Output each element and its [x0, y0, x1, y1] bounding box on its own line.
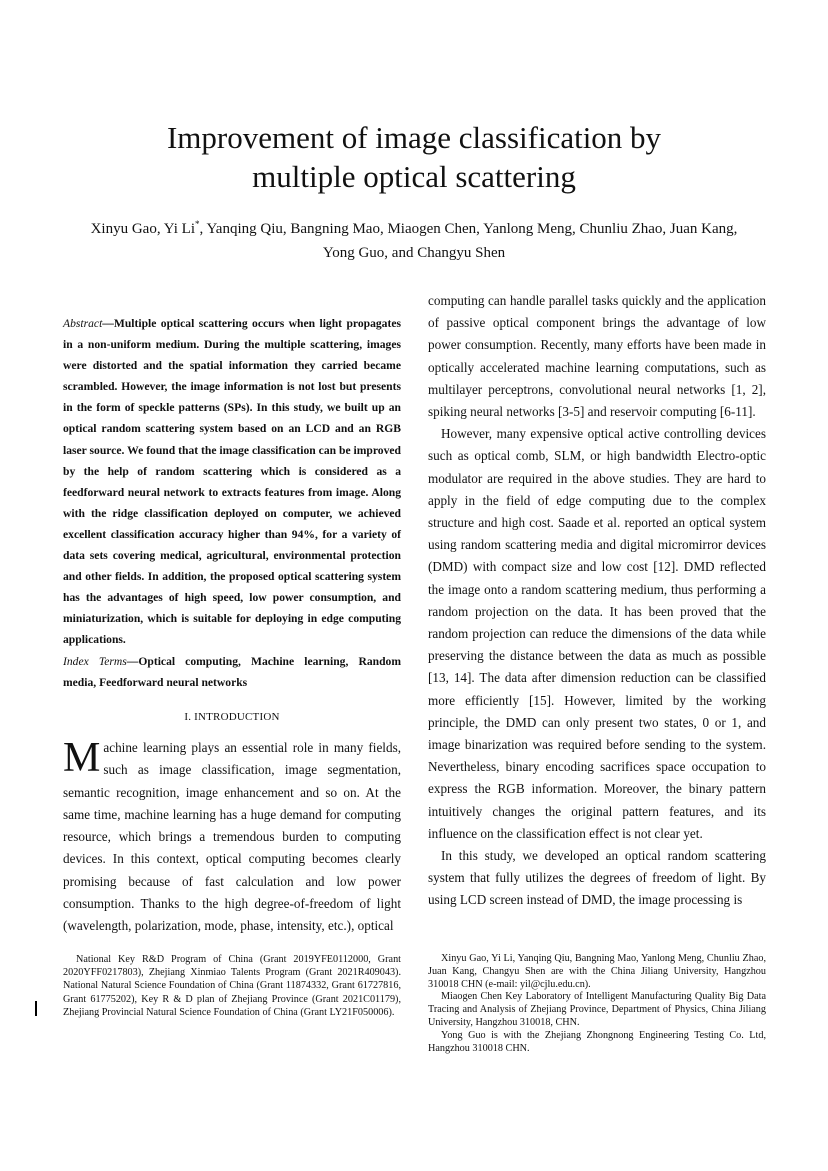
- title-line-1: Improvement of image classification by: [166, 120, 662, 155]
- index-terms-label: Index Terms: [63, 655, 127, 668]
- title-line-2: multiple optical scattering: [252, 159, 576, 194]
- paper-title: [60, 118, 768, 196]
- abstract: [63, 313, 401, 651]
- authors-rest: , Yanqing Qiu, Bangning Mao, Miaogen Chen, Yanlong Meng, Chunliu Zhao, Juan Kang, Yong Guo, and Changyu Shen: [199, 221, 738, 261]
- affiliation-footnotes: [428, 953, 766, 1055]
- body-paragraph-3: In this study, we developed an optical random scattering system that fully utilizes the degrees of freedom of light. By using LCD screen instead of DMD, the image processing is: [428, 848, 766, 908]
- body-paragraph-1: computing can handle parallel tasks quickly and the application of passive optical component brings the advantage of low power consumption. Recently, many efforts have been made in optically accelerated machine learning computations, such as multilayer perceptrons, convolutional neural networks [1, 2], spiking neural networks [3-5] and reservoir computing [6-11].: [428, 293, 766, 420]
- authors-first: Xinyu Gao, Yi Li: [90, 221, 196, 237]
- right-column-body: [428, 290, 766, 912]
- funding-footnote: National Key R&D Program of China (Grant 2019YFE0112000, Grant 2020YFF0217803), Zhejiang Xinmiao Talents Program (Grant 2021R409043). National Natural Science Foundation of China (Grant 11874332, Grant 61727816, Grant 61775202), Key R & D plan of Zhejiang Province (Grant 2021C01179), Zhejiang Provincial Natural Science Foundation of China (Grant LY21F050006).: [63, 954, 401, 1018]
- index-terms: [63, 651, 401, 693]
- corresponding-author-mark: *: [195, 219, 200, 229]
- abstract-label: Abstract: [63, 317, 103, 330]
- abstract-text: —Multiple optical scattering occurs when light propagates in a non-uniform medium. During the multiple scattering, images were distorted and the spatial information they carried became scrambled. However, the image information is not lost but presents in the form of speckle patterns (SPs). In this study, we built up an optical random scattering system based on an LCD and an RGB laser source. We found that the image classification can be improved by the help of random scattering which is considered as a feedforward neural network to extracts features from image. Along with the ridge classification deployed on computer, we achieved excellent classification accuracy higher than 94%, for a variety of data sets covering medical, agricultural, environmental protection and other fields. In addition, the proposed optical scattering system has the advantages of high speed, low power consumption, and miniaturization, which is suitable for deploying in edge computing applications.: [63, 317, 401, 647]
- introduction-text: achine learning plays an essential role in many fields, such as image classification, image segmentation, semantic recognition, image enhancement and so on. At the same time, machine learning has a huge demand for computing resource, which brings a tremendous burden to computing devices. In this context, optical computing becomes clearly promising because of fast calculation and low power consumption. Thanks to the high degree-of-freedom of light (wavelength, polarization, mode, phase, intensity, etc.), optical: [63, 740, 401, 934]
- introduction-paragraph: [63, 737, 401, 938]
- affiliation-footnote-3: Yong Guo is with the Zhejiang Zhongnong Engineering Testing Co. Ltd, Hangzhou 310018 CHN.: [428, 1029, 766, 1054]
- affiliation-footnote-2: Miaogen Chen Key Laboratory of Intelligent Manufacturing Quality Big Data Tracing and Analysis of Zhejiang Province, Department of Physics, China Jiliang University, Hangzhou 310018, CHN.: [428, 991, 766, 1028]
- affiliation-footnote-1: Xinyu Gao, Yi Li, Yanqing Qiu, Bangning Mao, Yanlong Meng, Chunliu Zhao, Juan Kang, Changyu Shen are with the China Jiliang University, Hangzhou 310018 CHN (e-mail: yil@cjlu.edu.cn).: [428, 953, 766, 990]
- drop-cap: M: [63, 735, 101, 781]
- body-paragraph-2: However, many expensive optical active controlling devices such as optical comb, SLM, or high bandwidth Electro-optic modulator are required in the above studies. They are hard to apply in the field of edge computing due to the complex structure and high cost. Saade et al. reported an optical system using random scattering media and digital micromirror devices (DMD) with compact size and low cost [12]. DMD reflected the image onto a random scattering medium, thus performing a random projection on the data. It has been proved that the random projection can reduce the dimensions of the data while preserving the distance between the data as much as possible [13, 14]. The data after dimension reduction can be classified more efficiently [15]. However, limited by the working principle, the DMD can only present two states, 0 or 1, and image binarization was required before sending to the system. Nevertheless, binary encoding sacrifices space occupation to express the RGB information. Moreover, the binary pattern intuitively changes the original pattern features, and its influence on the classification effect is not clear yet.: [428, 426, 766, 841]
- author-list: [80, 212, 748, 265]
- index-terms-text: —Optical computing, Machine learning, Random media, Feedforward neural networks: [63, 655, 401, 690]
- text-cursor: [35, 1001, 37, 1016]
- section-heading-introduction: I. INTRODUCTION: [184, 711, 280, 723]
